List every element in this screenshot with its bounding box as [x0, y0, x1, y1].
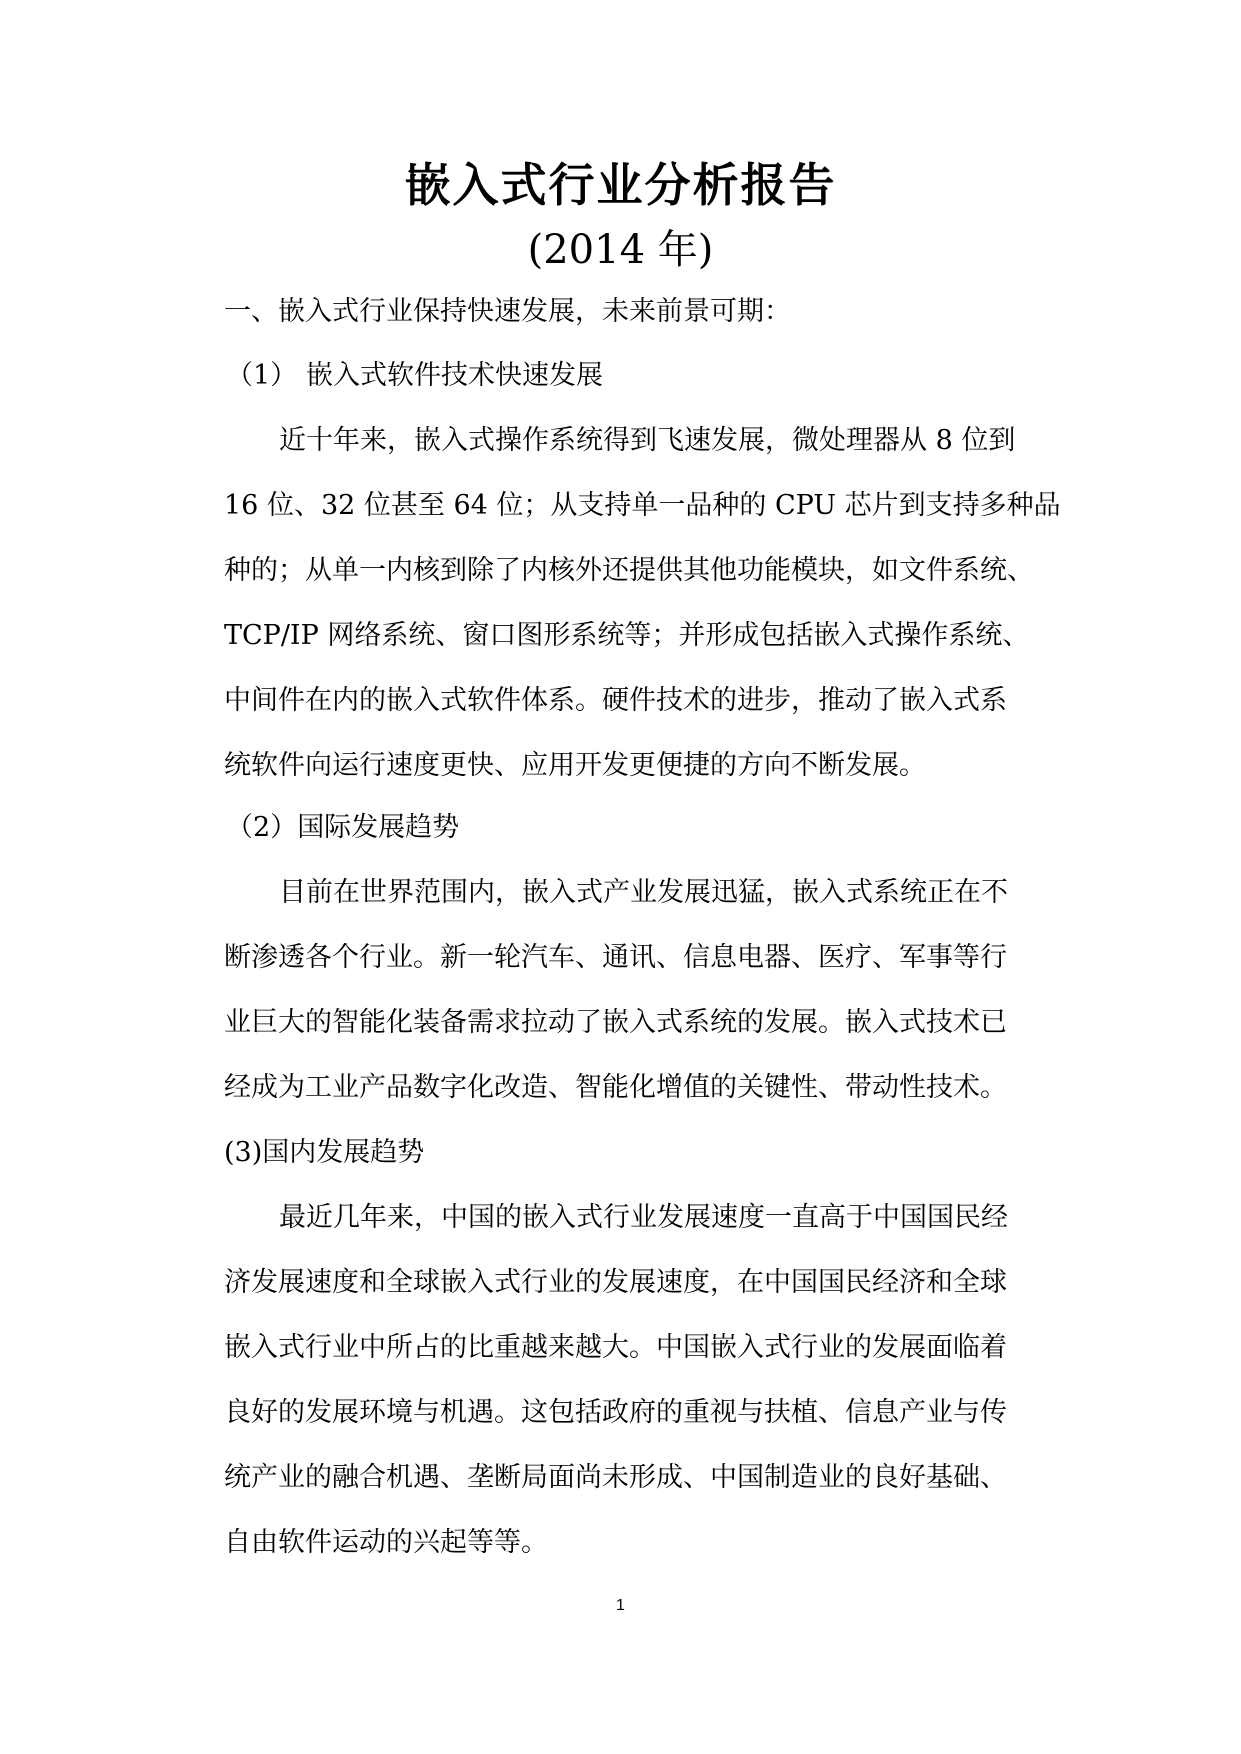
paragraph-line: 嵌入式行业中所占的比重越来越大。中国嵌入式行业的发展面临着 — [224, 1332, 1007, 1363]
subsection-number: (3) — [224, 1137, 263, 1168]
paragraph-2 — [224, 860, 1084, 1120]
page-number: 1 — [616, 1597, 625, 1614]
paragraph-line: 断渗透各个行业。新一轮汽车、通讯、信息电器、医疗、军事等行 — [224, 942, 1007, 973]
paragraph-line: 统产业的融合机遇、垄断局面尚未形成、中国制造业的良好基础、 — [224, 1462, 1007, 1493]
document-subtitle: (2014 年) — [527, 227, 714, 273]
paragraph-line: 中间件在内的嵌入式软件体系。硬件技术的进步，推动了嵌入式系 — [224, 685, 1007, 716]
paragraph-line: 济发展速度和全球嵌入式行业的发展速度，在中国国民经济和全球 — [224, 1267, 1007, 1298]
paragraph-line: 统软件向运行速度更快、应用开发更便捷的方向不断发展。 — [224, 750, 926, 781]
paragraph-line: 业巨大的智能化装备需求拉动了嵌入式系统的发展。嵌入式技术已 — [224, 1007, 1007, 1038]
subsection-number: （2） — [226, 812, 298, 843]
subsection-title: 国际发展趋势 — [297, 812, 460, 843]
paragraph-line: 目前在世界范围内，嵌入式产业发展迅猛，嵌入式系统正在不 — [279, 877, 1008, 908]
subsection-heading-2 — [226, 808, 1106, 848]
subsection-number: （1） — [226, 360, 298, 391]
paragraph-line: 16 位、32 位甚至 64 位；从支持单一品种的 CPU 芯片到支持多种品 — [224, 490, 1061, 521]
subsection-heading-1 — [226, 356, 1106, 396]
subsection-heading-3 — [224, 1133, 1104, 1173]
paragraph-line: 近十年来，嵌入式操作系统得到飞速发展，微处理器从 8 位到 — [279, 425, 1016, 456]
paragraph-3 — [224, 1185, 1084, 1575]
paragraph-1 — [224, 408, 1084, 798]
subsection-title: 嵌入式软件技术快速发展 — [306, 360, 603, 391]
paragraph-line: TCP/IP 网络系统、窗口图形系统等；并形成包括嵌入式操作系统、 — [224, 620, 1030, 651]
paragraph-line: 自由软件运动的兴起等等。 — [224, 1527, 548, 1558]
paragraph-line: 最近几年来，中国的嵌入式行业发展速度一直高于中国国民经 — [279, 1202, 1008, 1233]
subsection-title: 国内发展趋势 — [262, 1137, 425, 1168]
section-heading: 一、嵌入式行业保持快速发展，未来前景可期： — [224, 296, 791, 327]
paragraph-line: 种的；从单一内核到除了内核外还提供其他功能模块，如文件系统、 — [224, 555, 1034, 586]
paragraph-line: 经成为工业产品数字化改造、智能化增值的关键性、带动性技术。 — [224, 1072, 1007, 1103]
paragraph-line: 良好的发展环境与机遇。这包括政府的重视与扶植、信息产业与传 — [224, 1397, 1007, 1428]
document-title: 嵌入式行业分析报告 — [404, 158, 837, 212]
